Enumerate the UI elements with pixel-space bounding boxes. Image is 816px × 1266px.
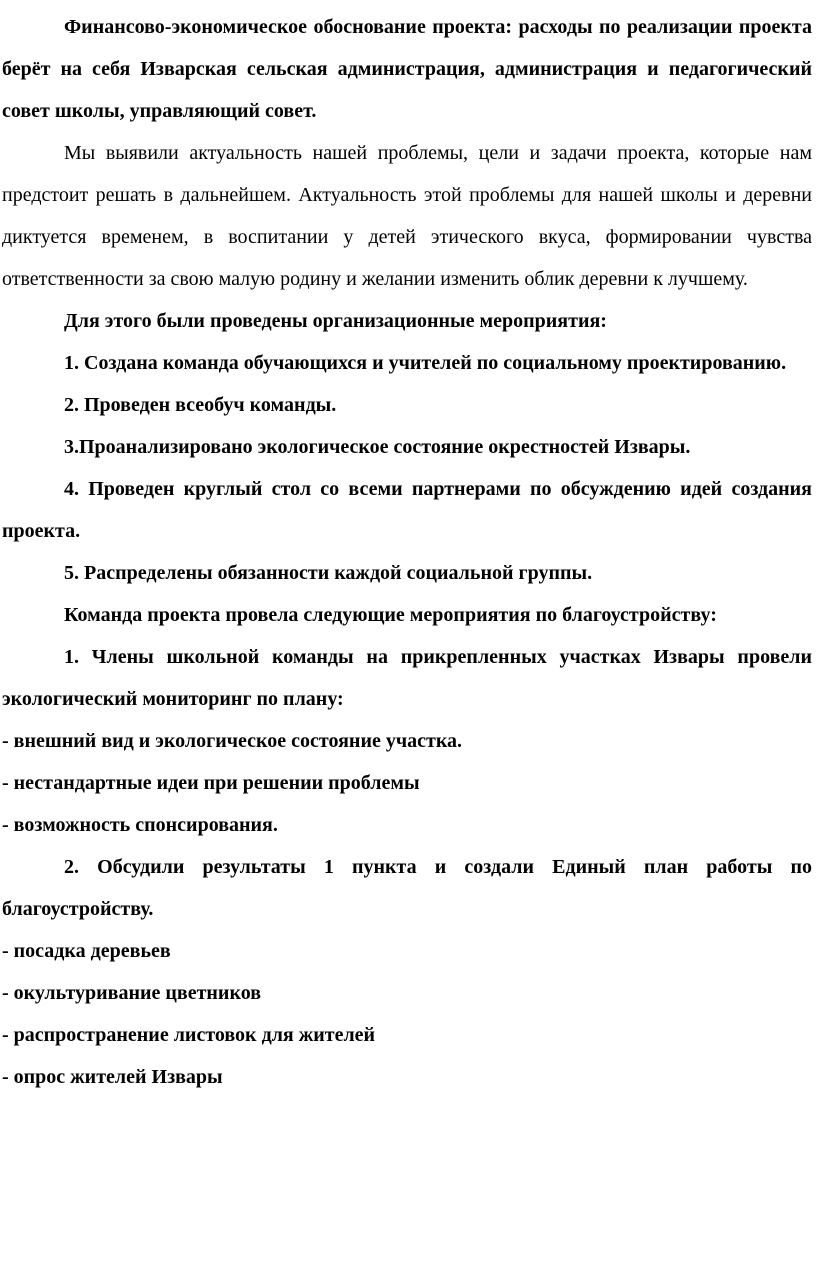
paragraph-financial-justification: Финансово-экономическое обоснование проекта: расходы по реализации проекта берёт на себя Изварская сельская администрация, администрация и педагогический совет школы, управляющий совет.: [2, 16, 812, 122]
dash-item: - окультуривание цветников: [2, 982, 262, 1004]
dash-item: - нестандартные идеи при решении проблемы: [2, 772, 420, 794]
dash-item: - внешний вид и экологическое состояние участка.: [2, 730, 463, 752]
dash-item: - опрос жителей Извары: [2, 1066, 223, 1088]
dash-item: - возможность спонсирования.: [2, 814, 278, 836]
list-item-org-3: 3.Проанализировано экологическое состояние окрестностей Извары.: [64, 436, 691, 458]
heading-improvement-measures: Команда проекта провела следующие мероприятия по благоустройству:: [64, 604, 717, 626]
paragraph-relevance: Мы выявили актуальность нашей проблемы, цели и задачи проекта, которые нам предстоит решать в дальнейшем. Актуальность этой проблемы для нашей школы и деревни диктуется временем, в воспитании у детей этического вкуса, формировании чувства ответственности за свою малую родину и желании изменить облик деревни к лучшему.: [2, 142, 812, 290]
list-item-org-5: 5. Распределены обязанности каждой социальной группы.: [64, 562, 593, 584]
list-item-org-4: 4. Проведен круглый стол со всеми партнерами по обсуждению идей создания проекта.: [2, 478, 812, 542]
heading-organizational-measures: Для этого были проведены организационные мероприятия:: [64, 310, 607, 332]
list-item-improvement-1: 1. Члены школьной команды на прикрепленных участках Извары провели экологический мониторинг по плану:: [2, 646, 812, 710]
dash-item: - посадка деревьев: [2, 940, 171, 962]
dash-item: - распространение листовок для жителей: [2, 1024, 376, 1046]
document-page: [0, 6, 816, 1098]
list-item-improvement-2: 2. Обсудили результаты 1 пункта и создали Единый план работы по благоустройству.: [2, 856, 812, 920]
list-item-org-1: 1. Создана команда обучающихся и учителей по социальному проектированию.: [64, 352, 787, 374]
list-item-org-2: 2. Проведен всеобуч команды.: [64, 394, 337, 416]
